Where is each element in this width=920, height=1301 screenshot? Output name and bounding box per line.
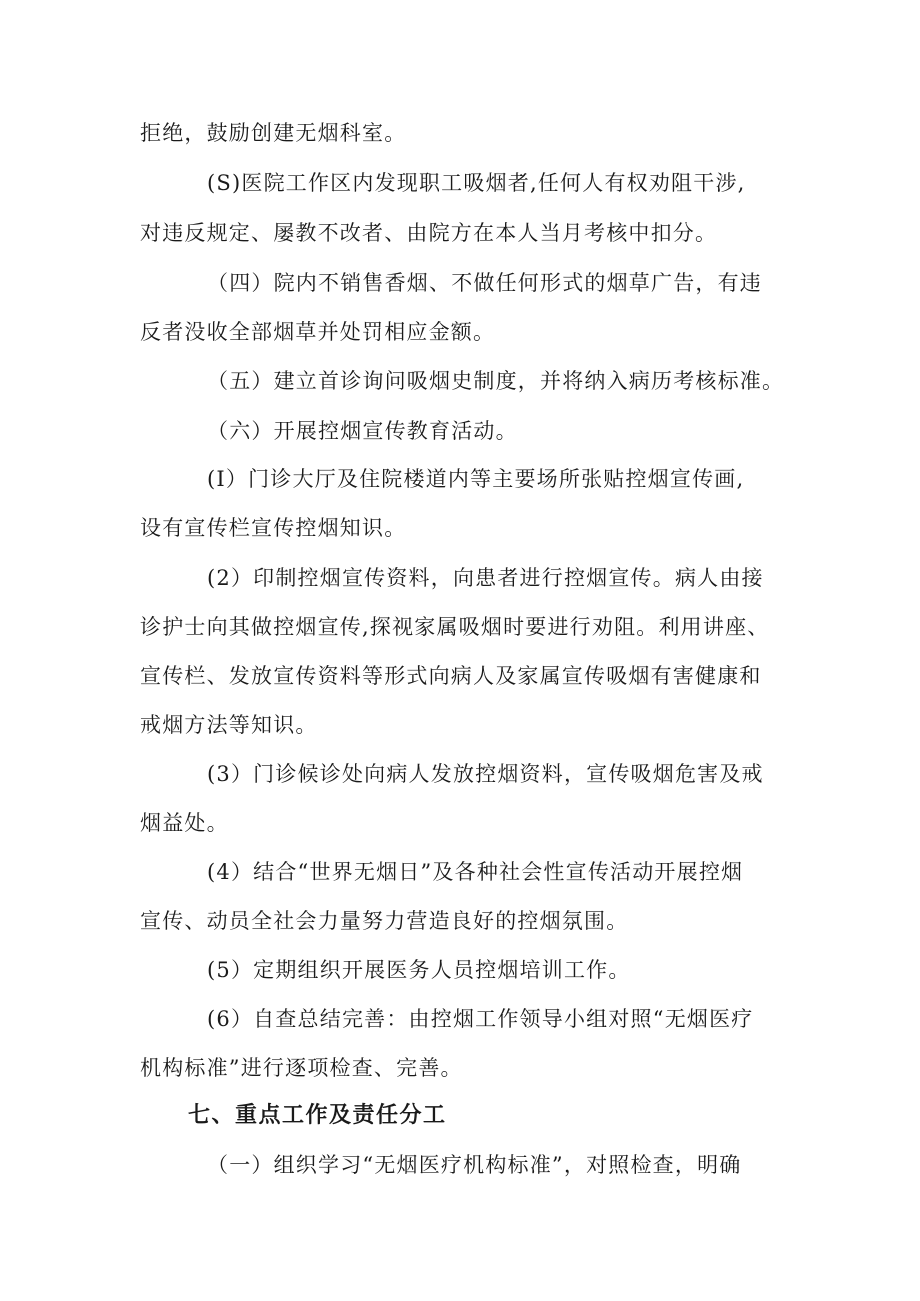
paragraph-line: (I）门诊大厅及住院楼道内等主要场所张贴控烟宣传画, xyxy=(207,467,745,491)
paragraph-line: （一）组织学习“无烟医疗机构标准”，对照检查，明确 xyxy=(207,1153,742,1177)
paragraph-line: 对违反规定、屡教不改者、由院方在本人当月考核中扣分。 xyxy=(140,221,718,245)
paragraph-line: 戒烟方法等知识。 xyxy=(140,713,318,737)
paragraph-line: 拒绝，鼓励创建无烟科室。 xyxy=(140,121,407,145)
paragraph-line: (6）自查总结完善：由控烟工作领导小组对照“无烟医疗 xyxy=(207,1007,754,1031)
paragraph-line: (2）印制控烟宣传资料，向患者进行控烟宣传。病人由接 xyxy=(207,566,764,590)
paragraph-line: 诊护士向其做控烟宣传,探视家属吸烟时要进行劝阻。利用讲座、 xyxy=(140,615,770,639)
paragraph-line: (3）门诊候诊处向病人发放控烟资料，宣传吸烟危害及戒 xyxy=(207,762,764,786)
paragraph-line: 反者没收全部烟草并处罚相应金额。 xyxy=(140,320,496,344)
paragraph-line: （四）院内不销售香烟、不做任何形式的烟草广告，有违 xyxy=(207,271,762,295)
paragraph-line: (S)医院工作区内发现职工吸烟者,任何人有权劝阻干涉, xyxy=(207,171,746,195)
paragraph-line: （六）开展控烟宣传教育活动。 xyxy=(207,419,518,443)
paragraph-line: 机构标准”进行逐项检查、完善。 xyxy=(140,1056,463,1080)
paragraph-line: （五）建立首诊询问吸烟史制度，并将纳入病历考核标准。 xyxy=(207,369,785,393)
paragraph-line: (4）结合“世界无烟日”及各种社会性宣传活动开展控烟 xyxy=(207,860,744,884)
paragraph-line: 宣传栏、发放宣传资料等形式向病人及家属宣传吸烟有害健康和 xyxy=(140,664,762,688)
paragraph-line: 烟益处。 xyxy=(140,811,229,835)
paragraph-line: (5）定期组织开展医务人员控烟培训工作。 xyxy=(207,958,631,982)
paragraph-line: 宣传、动员全社会力量努力营造良好的控烟氛围。 xyxy=(140,909,629,933)
paragraph-line: 设有宣传栏宣传控烟知识。 xyxy=(140,516,407,540)
section-heading: 七、重点工作及责任分工 xyxy=(188,1103,447,1128)
